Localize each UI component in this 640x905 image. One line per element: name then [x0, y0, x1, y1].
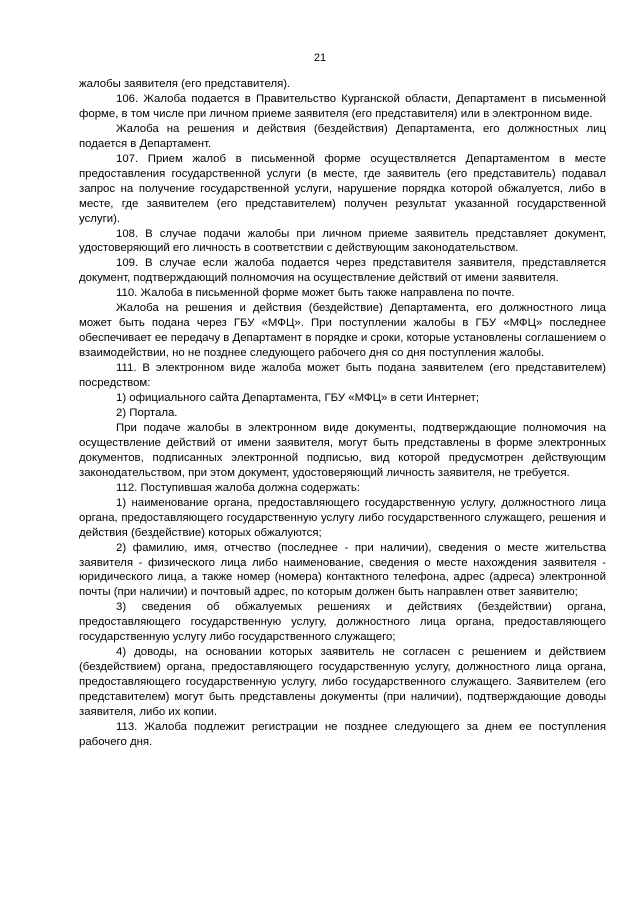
- paragraph-108: 108. В случае подачи жалобы при личном приеме заявитель представляет документ, удостоверяющий его личность в соответствии с действующим законодательством.: [79, 227, 606, 255]
- paragraph-111-item-2: 2) Портала.: [116, 406, 178, 419]
- paragraph-111-addendum: При подаче жалобы в электронном виде документы, подтверждающие полномочия на осуществление действий от имени заявителя, могут быть представлены в форме электронных документов, подписанных электронной подписью, вид которой предусмотрен действующим законодательством, при этом документ, удостоверяющий личность заявителя, не требуется.: [79, 421, 606, 479]
- paragraph-112-item-1: 1) наименование органа, предоставляющего государственную услугу, должностного лица органа, предоставляющего государственную услугу либо государственного служащего, решения и действия (бездействие) которых обжалуются;: [79, 496, 606, 539]
- document-body: [79, 77, 606, 750]
- paragraph-111-item-1: 1) официального сайта Департамента, ГБУ «МФЦ» в сети Интернет;: [116, 392, 479, 405]
- paragraph-110-addendum: Жалоба на решения и действия (бездействие) Департамента, его должностного лица может быть подана через ГБУ «МФЦ». При поступлении жалобы в ГБУ «МФЦ» последнее обеспечивает ее передачу в Департамент в порядке и сроки, которые установлены соглашением о взаимодействии, но не позднее следующего рабочего дня со дня поступления жалобы.: [79, 302, 606, 360]
- page-number: 21: [313, 52, 327, 64]
- paragraph-continuation: жалобы заявителя (его представителя).: [79, 78, 291, 90]
- paragraph-111: 111. В электронном виде жалоба может быть подана заявителем (его представителем) посредством:: [79, 362, 606, 390]
- paragraph-106: 106. Жалоба подается в Правительство Курганской области, Департамент в письменной форме, в том числе при личном приеме заявителя (его представителя) или в электронном виде.: [79, 92, 606, 120]
- paragraph-112-item-3: 3) сведения об обжалуемых решениях и действиях (бездействии) органа, предоставляющего государственную услугу, должностного лица органа, предоставляющего государственную услугу либо государственного служащего;: [79, 601, 606, 644]
- paragraph-112-item-4: 4) доводы, на основании которых заявитель не согласен с решением и действием (бездействием) органа, предоставляющего государственную услугу, должностного лица органа, предоставляющего государственную услугу, либо государственного служащего. Заявителем (его представителем) могут быть представлены документы (при наличии), подтверждающие доводы заявителя, либо их копии.: [79, 646, 606, 719]
- paragraph-106-addendum: Жалоба на решения и действия (бездействия) Департамента, его должностных лиц подается в Департамент.: [79, 122, 606, 150]
- paragraph-110: 110. Жалоба в письменной форме может быть также направлена по почте.: [116, 287, 515, 300]
- paragraph-107: 107. Прием жалоб в письменной форме осуществляется Департаментом в месте предоставления государственной услуги (в месте, где заявитель (его представитель) подавал запрос на получение государственной услуги, нарушение порядка которой обжалуется, либо в месте, где заявителем (его представителем) получен результат указанной государственной услуги).: [79, 152, 606, 225]
- paragraph-112: 112. Поступившая жалоба должна содержать:: [116, 481, 360, 494]
- paragraph-112-item-2: 2) фамилию, имя, отчество (последнее - при наличии), сведения о месте жительства заявителя - физического лица либо наименование, сведения о месте нахождения заявителя - юридического лица, а также номер (номера) контактного телефона, адрес (адреса) электронной почты (при наличии) и почтовый адрес, по которым должен быть направлен ответ заявителю;: [79, 541, 606, 599]
- paragraph-113: 113. Жалоба подлежит регистрации не позднее следующего за днем ее поступления рабочего дня.: [79, 720, 606, 748]
- paragraph-109: 109. В случае если жалоба подается через представителя заявителя, представляется документ, подтверждающий полномочия на осуществление действий от имени заявителя.: [79, 257, 606, 285]
